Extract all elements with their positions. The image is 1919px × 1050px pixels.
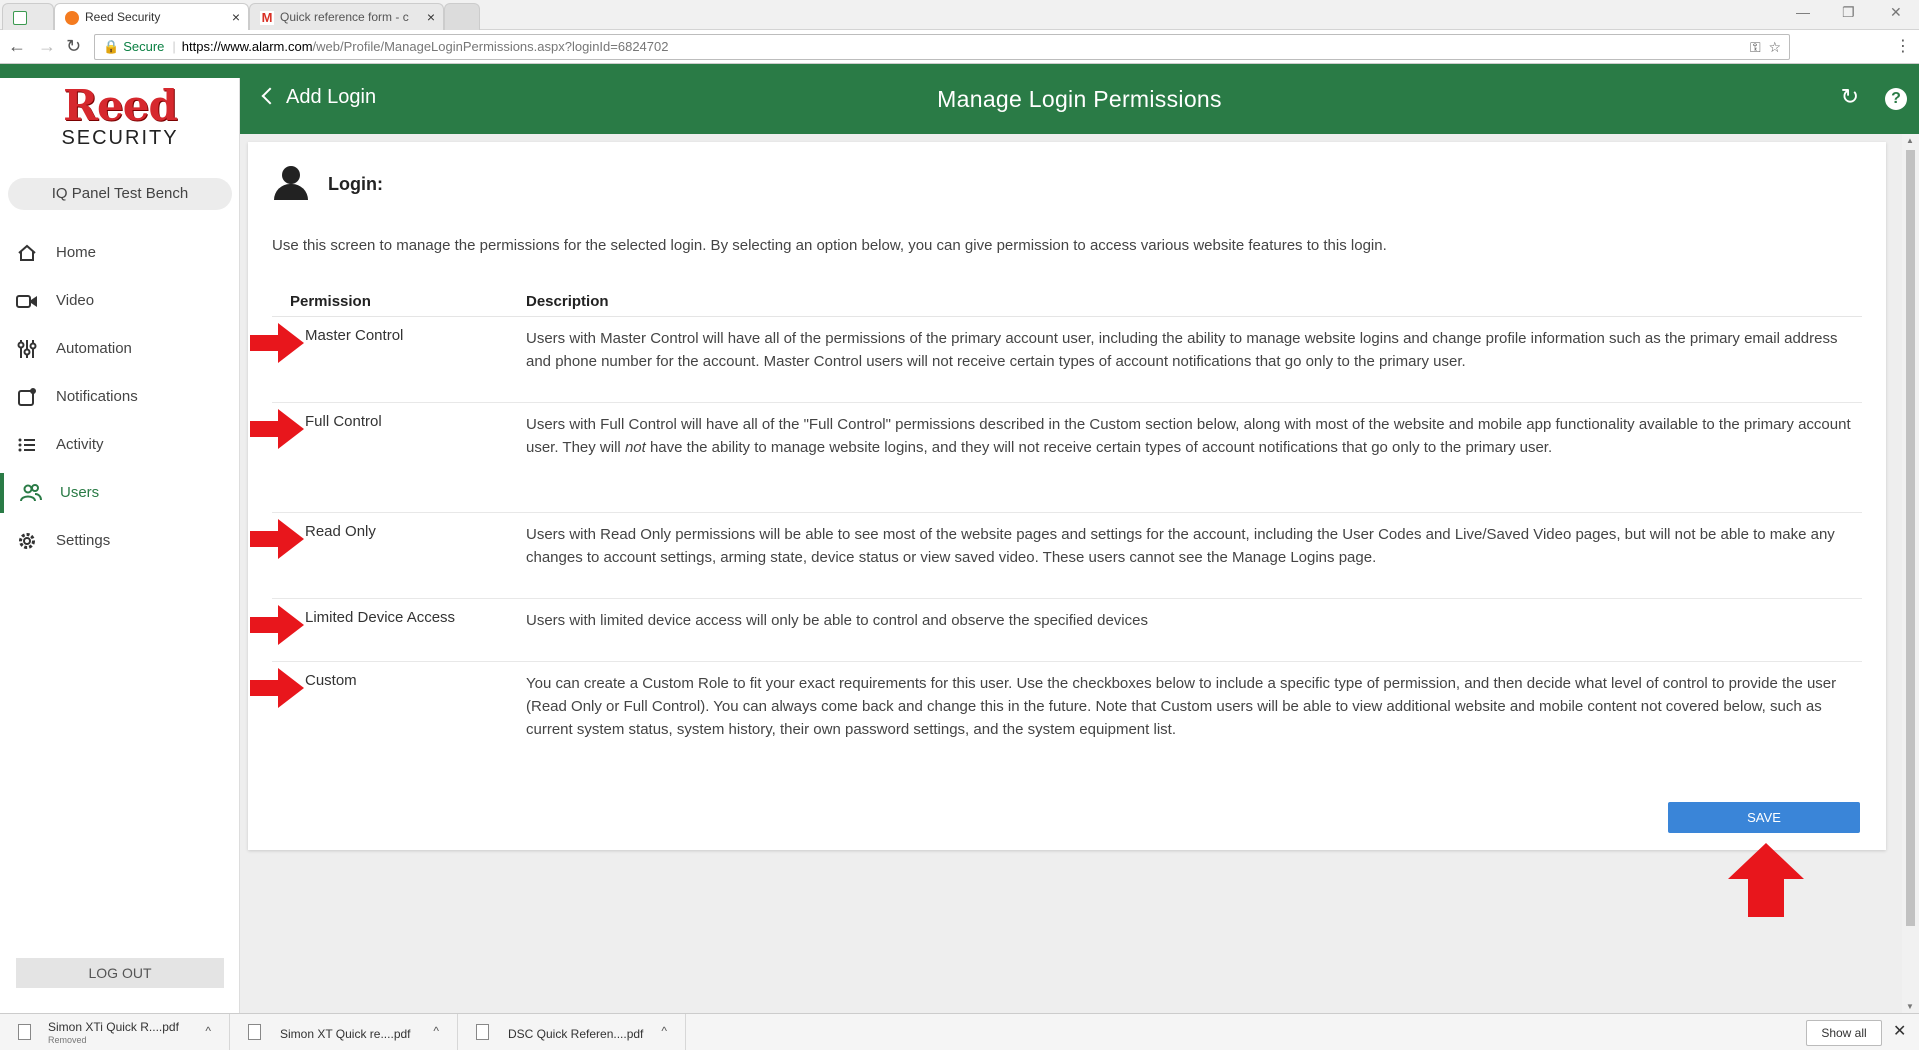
url-path: /web/Profile/ManageLoginPermissions.aspx?loginId=6824702 (312, 39, 669, 54)
permission-description: Users with Full Control will have all of the "Full Control" permissions described in the Custom section below, along with most of the website and mobile app functionality available to the primary account user. They will not have the ability to manage website logins, and they will not receive certain types of account notifications that go only to the primary user. (526, 416, 1851, 456)
downloads-bar (0, 1013, 1919, 1050)
permission-description: You can create a Custom Role to fit your exact requirements for this user. Use the checkboxes below to include a specific type of permission, and then decide what level of control to provide the user (Read Only or Full Control). You can always come back and change this in the future. Note that Custom users will be able to view additional website and mobile content not covered below, such as current system status, system history, their own password settings, and the system equipment list. (526, 675, 1837, 738)
table-header (272, 282, 1862, 317)
permission-description: Users with limited device access will only be able to control and observe the specified devices (526, 612, 1148, 629)
reed-security-logo (0, 78, 240, 156)
refresh-icon[interactable]: ↻ (1840, 84, 1859, 109)
chevron-up-icon[interactable]: ^ (205, 1024, 211, 1038)
permission-name: Custom (305, 672, 357, 689)
person-icon (272, 166, 310, 200)
sidebar-item-label: Settings (56, 532, 111, 549)
notifications-icon (16, 387, 38, 407)
show-all-button[interactable]: Show all (1806, 1020, 1882, 1046)
column-permission: Permission (290, 293, 371, 310)
chevron-up-icon[interactable]: ^ (661, 1024, 667, 1038)
forward-arrow-icon[interactable]: → (38, 36, 56, 56)
sidebar-item-users[interactable] (0, 469, 240, 517)
permission-name: Master Control (305, 327, 404, 344)
permission-name: Read Only (305, 523, 376, 540)
alarm-favicon-icon (65, 11, 79, 25)
sidebar-item-home[interactable] (0, 229, 240, 277)
sidebar-item-label: Notifications (56, 388, 138, 405)
sidebar-item-label: Video (56, 292, 95, 309)
url-field[interactable]: 🔒 Secure | https://www.alarm.com/web/Profile/ManageLoginPermissions.aspx?loginId=6824702 ⚿ ☆ (94, 34, 1790, 60)
sidebar-item-notifications[interactable] (0, 373, 240, 421)
downloads-close-icon[interactable]: ✕ (1893, 1023, 1907, 1040)
account-selector[interactable]: IQ Panel Test Bench (8, 178, 232, 210)
key-icon[interactable]: ⚿ (1750, 39, 1761, 55)
permission-name: Full Control (305, 413, 382, 430)
download-item[interactable]: Simon XT Quick re....pdf ^ (230, 1014, 458, 1050)
save-button[interactable]: SAVE (1668, 802, 1860, 833)
home-icon (16, 243, 38, 263)
logo-word: Reed (63, 81, 177, 130)
logout-button[interactable]: LOG OUT (16, 958, 224, 988)
red-arrow-right-icon (250, 519, 304, 559)
gmail-favicon-icon: M (261, 10, 273, 25)
permission-description: Users with Master Control will have all of the permissions of the primary account user, including the ability to manage website logins and change profile information such as the primary email address and phone number for the account. Master Control users will not receive certain types of account notifications that go only to the primary user. (526, 330, 1838, 370)
browser-tab-bar (0, 0, 1919, 30)
column-description: Description (526, 293, 609, 310)
permission-row-full-control[interactable] (272, 403, 1862, 513)
tab-title: Reed Security (85, 10, 161, 24)
permission-row-custom[interactable] (272, 662, 1862, 770)
logo-sub: SECURITY (61, 127, 179, 149)
star-icon[interactable]: ☆ (1768, 39, 1781, 55)
sidebar-item-settings[interactable] (0, 517, 240, 565)
red-arrow-right-icon (250, 668, 304, 708)
permission-name: Limited Device Access (305, 609, 456, 626)
pdf-file-icon (476, 1024, 489, 1040)
permissions-card (248, 142, 1886, 850)
sidebar-item-activity[interactable] (0, 421, 240, 469)
red-arrow-up-icon (1728, 843, 1804, 917)
page-scrollbar[interactable] (1902, 134, 1919, 1013)
page-title: Manage Login Permissions (937, 86, 1222, 112)
lock-icon: 🔒 (103, 39, 120, 54)
window-close-icon[interactable]: ✕ (1890, 4, 1902, 20)
sidebar-item-label: Users (60, 484, 100, 501)
tab-close-icon[interactable]: × (426, 9, 435, 25)
restore-icon[interactable]: ❐ (1842, 4, 1855, 20)
sidebar-item-label: Activity (56, 436, 104, 453)
red-arrow-right-icon (250, 323, 304, 363)
help-icon[interactable]: ? (1885, 88, 1907, 110)
intro-text: Use this screen to manage the permissions for the selected login. By selecting an option below, you can give permission to access various website features to this login. (272, 237, 1387, 254)
sidebar-item-label: Home (56, 244, 97, 261)
sidebar-item-label: Automation (56, 340, 132, 357)
settings-icon (16, 531, 38, 551)
browser-menu-icon[interactable]: ⋮ (1895, 38, 1911, 55)
video-icon (16, 291, 38, 311)
new-tab-button[interactable] (444, 3, 480, 30)
red-arrow-right-icon (250, 409, 304, 449)
scrollbar-thumb[interactable] (1906, 150, 1915, 926)
permission-row-read-only[interactable] (272, 513, 1862, 599)
activity-icon (16, 435, 38, 455)
download-item[interactable]: Simon XTi Quick R....pdf Removed ^ (0, 1014, 230, 1050)
back-label: Add Login (286, 86, 377, 108)
scroll-down-icon[interactable]: ▼ (1906, 1002, 1914, 1011)
secure-label: Secure (123, 39, 165, 54)
sidebar (0, 78, 240, 1013)
automation-icon (16, 339, 38, 359)
permission-row-limited-device-access[interactable] (272, 599, 1862, 662)
login-label: Login: (328, 174, 383, 194)
download-item[interactable]: DSC Quick Referen....pdf ^ (458, 1014, 686, 1050)
sidebar-item-video[interactable] (0, 277, 240, 325)
permission-row-master-control[interactable] (272, 317, 1862, 403)
minimize-icon[interactable]: — (1796, 4, 1810, 20)
pdf-file-icon (248, 1024, 261, 1040)
page-header (240, 64, 1919, 134)
permissions-table (272, 282, 1862, 770)
sidebar-nav (0, 229, 240, 565)
back-arrow-icon[interactable]: ← (8, 36, 26, 56)
permission-description: Users with Read Only permissions will be able to see most of the website pages and settings for the account, including the User Codes and Live/Saved Video pages, but will not be able to make any changes to account settings, arming state, device status or view saved video. These users cannot see the Manage Logins page. (526, 526, 1835, 566)
apps-icon (13, 11, 27, 25)
address-bar (0, 30, 1919, 64)
pdf-file-icon (18, 1024, 31, 1040)
tab-close-icon[interactable]: × (231, 9, 240, 25)
tab-reed-security[interactable] (54, 3, 249, 30)
apps-tab[interactable] (2, 3, 54, 30)
tab-title: Quick reference form - c (280, 10, 409, 24)
reload-icon[interactable]: ↻ (66, 36, 82, 56)
users-icon (20, 483, 42, 503)
url-domain: https://www.alarm.com (181, 39, 313, 54)
sidebar-item-automation[interactable] (0, 325, 240, 373)
tab-quick-reference[interactable] (249, 3, 444, 30)
chevron-up-icon[interactable]: ^ (433, 1024, 439, 1038)
scroll-up-icon[interactable]: ▲ (1906, 136, 1914, 145)
red-arrow-right-icon (250, 605, 304, 645)
